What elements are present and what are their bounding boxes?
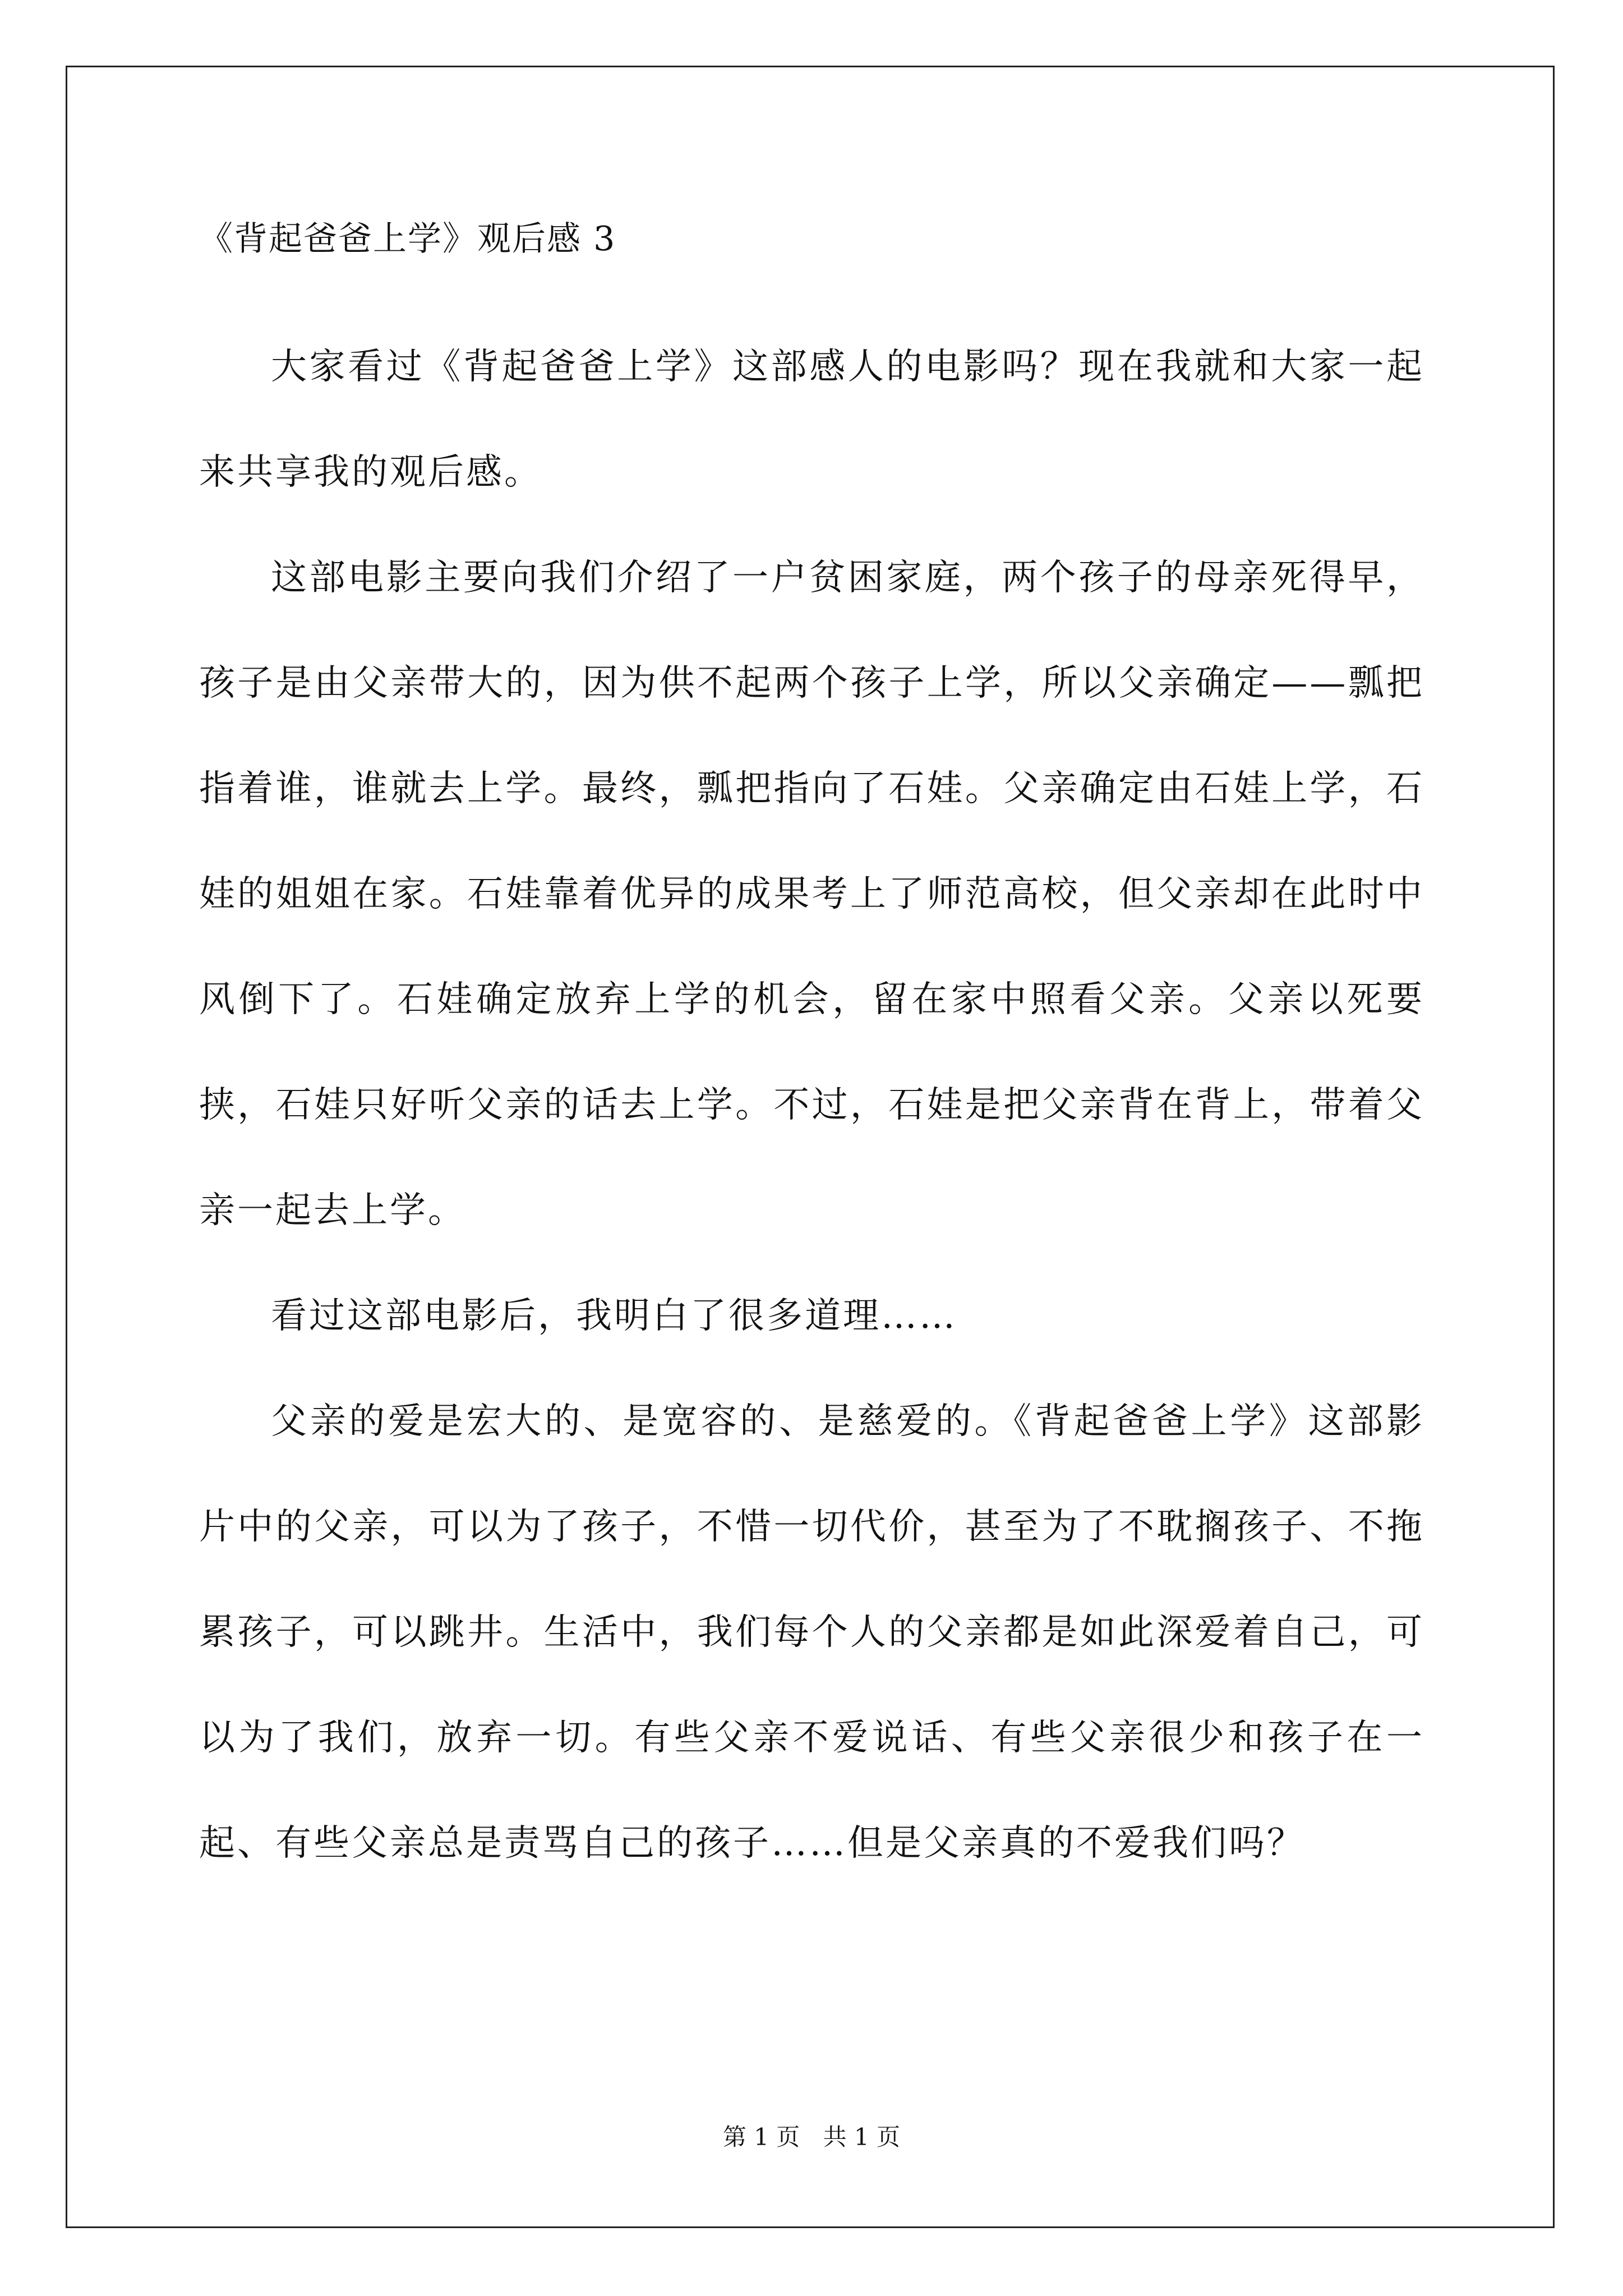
paragraph-lesson: 看过这部电影后，我明白了很多道理…… [271, 1295, 957, 1337]
paragraph-block [199, 314, 1424, 1896]
document-body [199, 213, 1424, 1896]
page-footer [0, 2123, 1623, 2151]
document-title: 《背起爸爸上学》观后感 3 [199, 219, 616, 259]
paragraph-plot: 这部电影主要向我们介绍了一户贫困家庭，两个孩子的母亲死得早，孩子是由父亲带大的，因为供不起两个孩子上学，所以父亲确定——瓢把指着谁，谁就去上学。最终，瓢把指向了石娃。父亲确定由石娃上学，石娃的姐姐在家。石娃靠着优异的成果考上了师范高校，但父亲却在此时中风倒下了。石娃确定放弃上学的机会，留在家中照看父亲。父亲以死要挟，石娃只好听父亲的话去上学。不过，石娃是把父亲背在背上，带着父亲一起去上学。 [199, 557, 1424, 1231]
page-total: 共 1 页 [823, 2123, 901, 2151]
paragraph-intro: 大家看过《背起爸爸上学》这部感人的电影吗？现在我就和大家一起来共享我的观后感。 [199, 346, 1424, 493]
paragraph-father-love: 父亲的爱是宏大的、是宽容的、是慈爱的。《背起爸爸上学》这部影片中的父亲，可以为了孩子，不惜一切代价，甚至为了不耽搁孩子、不拖累孩子，可以跳井。生活中，我们每个人的父亲都是如此深爱着自己，可以为了我们，放弃一切。有些父亲不爱说话、有些父亲很少和孩子在一起、有些父亲总是责骂自己的孩子……但是父亲真的不爱我们吗？ [199, 1401, 1424, 1864]
page-number: 第 1 页 [722, 2123, 800, 2151]
